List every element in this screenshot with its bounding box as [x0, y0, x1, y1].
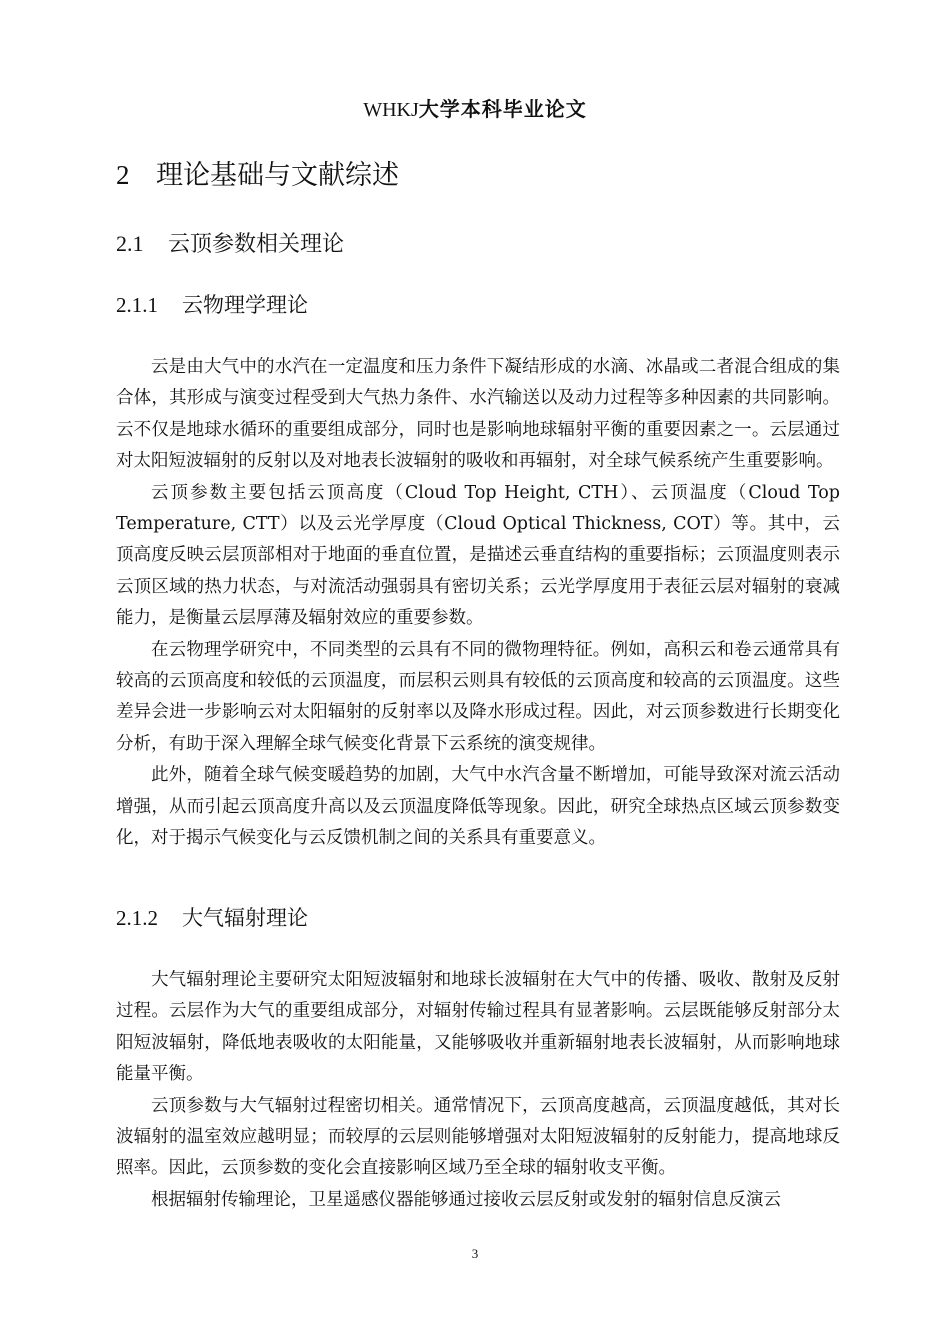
chapter-heading [116, 157, 399, 194]
chapter-title: 理论基础与文献综述 [156, 160, 399, 191]
section-heading [116, 229, 344, 260]
page-number: 3 [471, 1246, 479, 1261]
section-number: 2.1 [116, 231, 144, 256]
body-paragraph: 云顶参数与大气辐射过程密切相关。通常情况下，云顶高度越高，云顶温度越低，其对长波辐射的温室效应越明显；而较厚的云层则能够增强对太阳短波辐射的反射能力，提高地球反照率。因此，云顶参数的变化会直接影响区域乃至全球的辐射收支平衡。 [116, 1095, 840, 1179]
body-paragraph: 根据辐射传输理论，卫星遥感仪器能够通过接收云层反射或发射的辐射信息反演云 [151, 1189, 781, 1210]
subsection-title: 云物理学理论 [182, 293, 308, 317]
subsection-body-2-1-1 [116, 352, 840, 855]
body-paragraph: 云顶参数主要包括云顶高度（Cloud Top Height, CTH）、云顶温度（Cloud Top Temperature, CTT）以及云光学厚度（Cloud Optical Thickness, COT）等。其中，云顶高度反映云层顶部相对于地面的垂直位置，是描述云垂直结构的重要指标；云顶温度则表示云顶区域的热力状态，与对流活动强弱具有密切关系；云光学厚度用于表征云层对辐射的衰减能力，是衡量云层厚薄及辐射效应的重要参数。 [116, 482, 840, 629]
chapter-number: 2 [116, 160, 130, 190]
header-abbrev: WHKJ [363, 99, 419, 121]
body-paragraph: 大气辐射理论主要研究太阳短波辐射和地球长波辐射在大气中的传播、吸收、散射及反射过程。云层作为大气的重要组成部分，对辐射传输过程具有显著影响。云层既能够反射部分太阳短波辐射，降低地表吸收的太阳能量，又能够吸收并重新辐射地表长波辐射，从而影响地球能量平衡。 [116, 970, 840, 1085]
subsection-number: 2.1.2 [116, 906, 158, 930]
header-title: 大学本科毕业论文 [418, 97, 587, 121]
body-paragraph: 此外，随着全球气候变暖趋势的加剧，大气中水汽含量不断增加，可能导致深对流云活动增强，从而引起云顶高度升高以及云顶温度降低等现象。因此，研究全球热点区域云顶参数变化，对于揭示气候变化与云反馈机制之间的关系具有重要意义。 [116, 765, 840, 849]
section-title: 云顶参数相关理论 [168, 232, 345, 257]
body-paragraph: 云是由大气中的水汽在一定温度和压力条件下凝结形成的水滴、冰晶或二者混合组成的集合体，其形成与演变过程受到大气热力条件、水汽输送以及动力过程等多种因素的共同影响。云不仅是地球水循环的重要组成部分，同时也是影响地球辐射平衡的重要因素之一。云层通过对太阳短波辐射的反射以及对地表长波辐射的吸收和再辐射，对全球气候系统产生重要影响。 [116, 357, 840, 472]
subsection-heading-2-1-1 [116, 290, 308, 320]
subsection-body-2-1-2 [116, 965, 840, 1216]
subsection-number: 2.1.1 [116, 293, 158, 317]
subsection-heading-2-1-2 [116, 903, 308, 933]
body-paragraph: 在云物理学研究中，不同类型的云具有不同的微物理特征。例如，高积云和卷云通常具有较高的云顶高度和较低的云顶温度，而层积云则具有较低的云顶高度和较高的云顶温度。这些差异会进一步影响云对太阳辐射的反射率以及降水形成过程。因此，对云顶参数进行长期变化分析，有助于深入理解全球气候变化背景下云系统的演变规律。 [116, 639, 840, 754]
running-header [0, 94, 950, 125]
subsection-title: 大气辐射理论 [182, 906, 308, 930]
